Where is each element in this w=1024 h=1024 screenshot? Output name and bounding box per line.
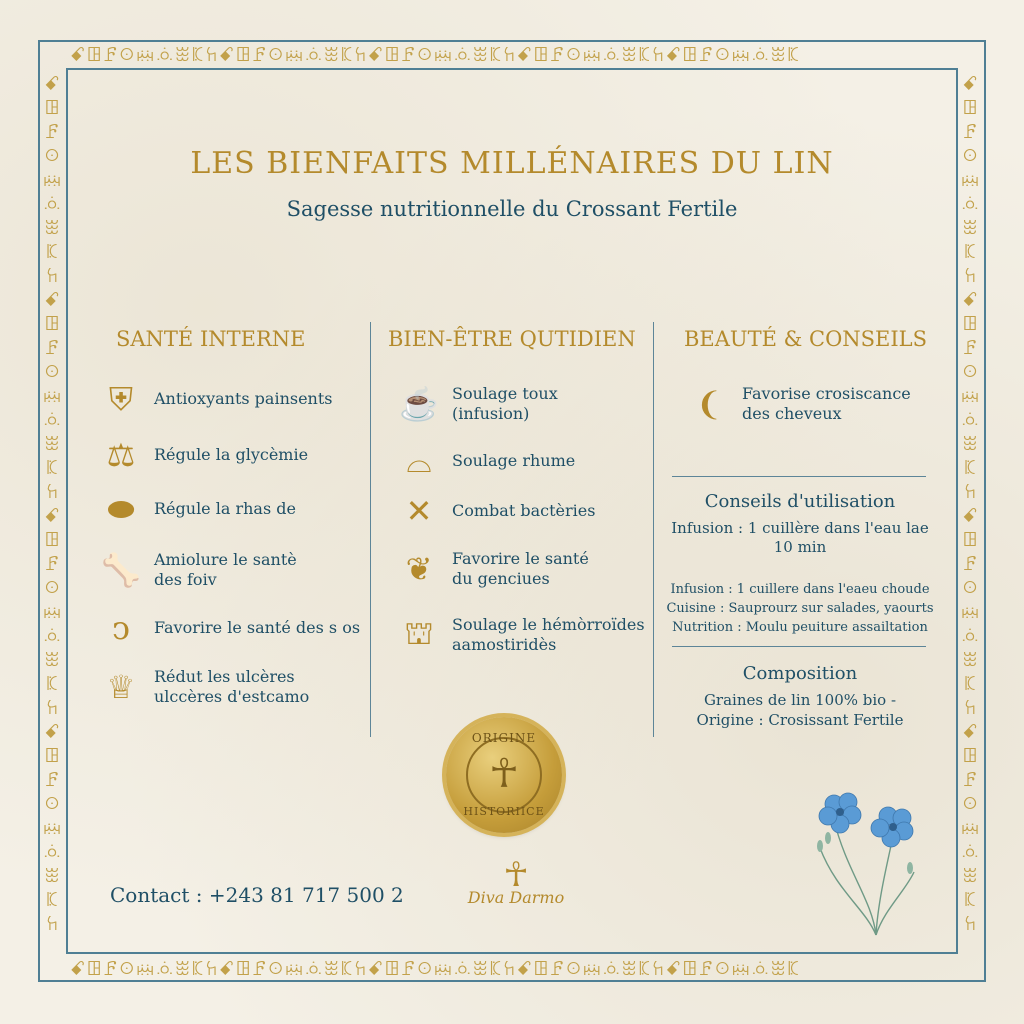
list-item: [684, 381, 911, 427]
page-title: LES BIENFAITS MILLÉNAIRES DU LIN: [190, 146, 834, 181]
composition-text: Graines de lin 100% bio - Origine : Crosissant Fertile: [696, 691, 904, 729]
liver-icon: ⬬: [107, 489, 135, 528]
glyph-border-bottom: ꗃꖸꗓꖴꗜꗝꖿꗫꖷꗃꖸꗓꖴꗜꗝꖿꗫꖷꗃꖸꗓꖴꗜꗝꖿꗫꖷꗃꖸꗓꖴꗜꗝꖿꗫꖷꗃꖸꗓꖴꗜꗝꖿꗫ: [70, 958, 802, 980]
bacteria-icon: ✕: [405, 492, 433, 530]
ankh-icon: ☥: [489, 751, 519, 797]
item-label: Soulage le hémòrroïdes aamostiridès: [452, 615, 645, 654]
stomach-icon: ↄ: [112, 609, 130, 647]
ankh-icon: ☥: [503, 855, 529, 895]
list-item: [394, 546, 589, 592]
list-item: [96, 605, 360, 651]
list-item: [96, 664, 309, 710]
tea-cup-icon: ☕: [399, 385, 439, 423]
item-label: Antioxyants painsents: [154, 389, 333, 408]
list-item: [394, 438, 575, 484]
list-item: [96, 432, 308, 478]
origin-seal: [446, 717, 562, 833]
glyph-border-right: ꗃꖸꗓꖴꗜꗝꖿꗫꖷꗃꖸꗓꖴꗜꗝꖿꗫꖷꗃꖸꗓꖴꗜꗝꖿꗫꖷꗃꖸꗓꖴꗜꗝꖿꗫꖷ: [961, 73, 981, 935]
conseils-title: Conseils d'utilisation: [704, 491, 896, 512]
item-label: Combat bactèries: [452, 501, 596, 520]
item-label: Rédut les ulcères ulccères d'estcamo: [154, 667, 310, 706]
list-item: [96, 547, 297, 593]
brand-name: Diva Darmo: [467, 888, 565, 907]
bone-icon: 🦴: [101, 551, 141, 589]
seal-bottom-text: HISTORIICE: [463, 805, 545, 818]
list-item: [394, 488, 595, 534]
seal-top-text: ORIGINE: [471, 731, 537, 745]
list-item: [96, 486, 296, 532]
item-label: Favorire le santé des s os: [154, 618, 361, 637]
item-label: Favorire le santé du genciues: [452, 549, 589, 588]
column-heading-bienetre: BIEN-ÊTRE QUTIDIEN: [388, 327, 636, 351]
tooth-icon: ⛫: [404, 614, 434, 652]
list-item: [394, 381, 558, 427]
column-divider: [653, 322, 654, 737]
flax-flower-illustration: [806, 780, 926, 940]
item-label: Régule la rhas de: [154, 499, 296, 518]
composition-title: Composition: [742, 663, 858, 684]
page-subtitle: Sagesse nutritionnelle du Crossant Fertile: [286, 197, 738, 221]
item-label: Soulage toux (infusion): [452, 384, 558, 423]
column-heading-sante: SANTÉ INTERNE: [116, 327, 306, 351]
list-item: [96, 376, 333, 422]
section-divider: [672, 476, 926, 477]
conseils-list: Infusion : 1 cuillere dans l'eaeu choude Cuisine : Sauprourz sur salades, yaourts Nutrition : Moulu peuiture assailtation: [666, 582, 934, 635]
nose-icon: ⌓: [406, 441, 432, 480]
intestine-icon: ♕: [106, 668, 136, 706]
brand-logo: [456, 855, 576, 907]
item-label: Soulage rhume: [452, 451, 576, 470]
conseils-main: Infusion : 1 cuillère dans l'eau lae 10 min: [671, 519, 929, 556]
glyph-border-left: ꗃꖸꗓꖴꗜꗝꖿꗫꖷꗃꖸꗓꖴꗜꗝꖿꗫꖷꗃꖸꗓꖴꗜꗝꖿꗫꖷꗃꖸꗓꖴꗜꗝꖿꗫꖷ: [43, 73, 63, 935]
shield-icon: ⛨: [108, 379, 133, 418]
column-divider: [370, 322, 371, 737]
item-label: Régule la glycèmie: [154, 445, 309, 464]
contact-info: Contact : +243 81 717 500 2: [110, 883, 404, 907]
section-divider: [672, 646, 926, 647]
leaf-icon: ❦: [405, 550, 433, 588]
list-item: [394, 612, 645, 658]
item-label: Amiolure le santè des foiv: [154, 550, 297, 589]
scales-icon: ⚖: [106, 436, 136, 474]
column-heading-beaute: BEAUTÉ & CONSEILS: [684, 327, 928, 351]
hair-icon: ❨: [695, 385, 723, 423]
item-label: Favorise crosiscance des cheveux: [742, 384, 911, 423]
glyph-border-top: ꗃꖸꗓꖴꗜꗝꖿꗫꖷꗃꖸꗓꖴꗜꗝꖿꗫꖷꗃꖸꗓꖴꗜꗝꖿꗫꖷꗃꖸꗓꖴꗜꗝꖿꗫꖷꗃꖸꗓꖴꗜꗝꖿꗫ: [70, 44, 802, 66]
